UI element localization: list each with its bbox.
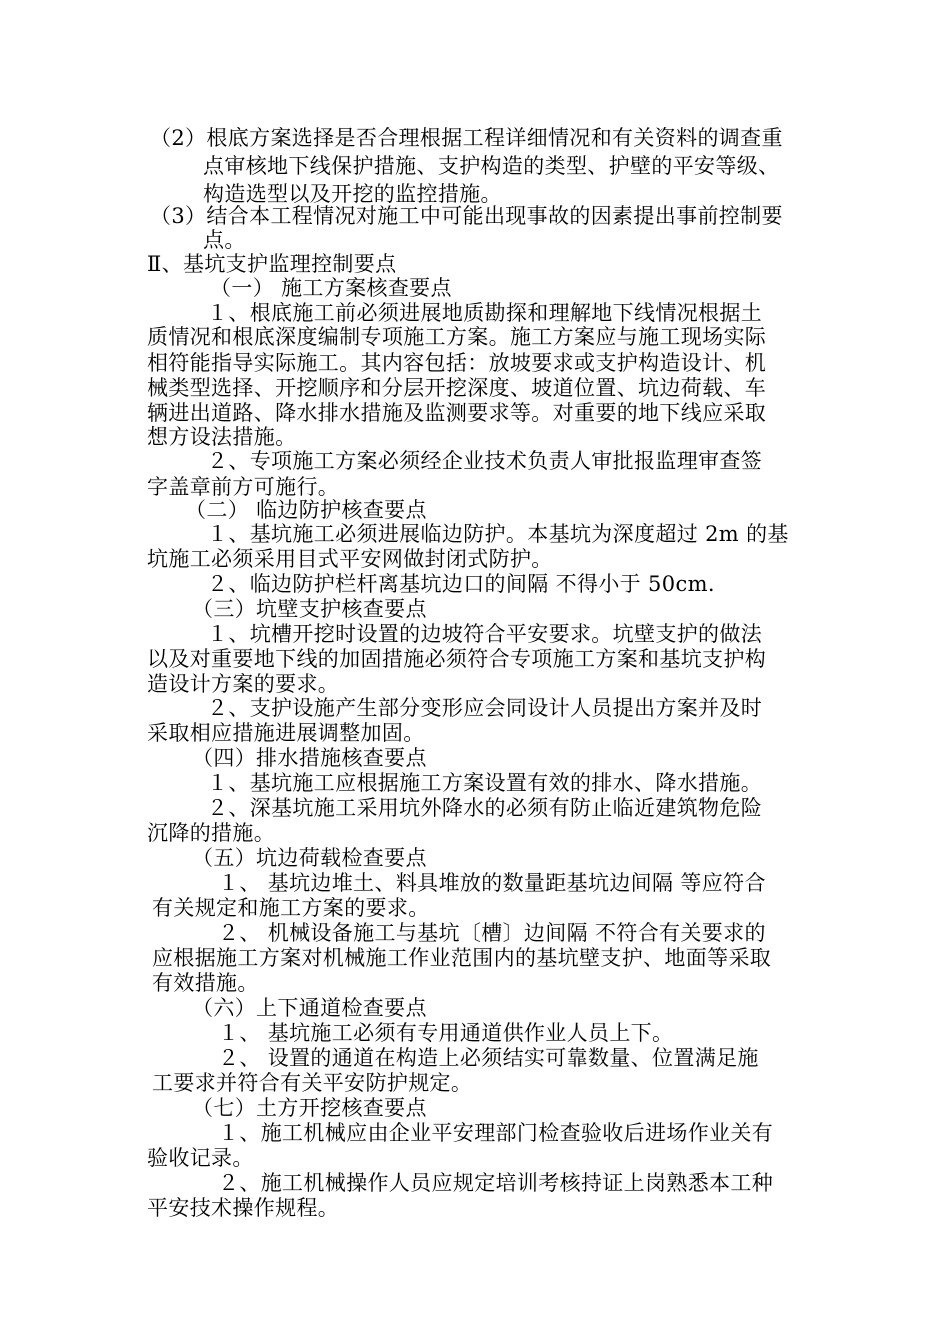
para-5-2-line-2: 应根据施工方案对机械施工作业范围内的基坑壁支护、地面等采取 [152,946,772,970]
para-3-1-line-1: １、坑槽开挖时设置的边坡符合平安要求。坑壁支护的做法 [207,622,763,646]
para-3-2-line-1: ２、支护设施产生部分变形应会同设计人员提出方案并及时 [207,696,763,720]
item-2-line-1: （2）根底方案选择是否合理根据工程详细情况和有关资料的调查重 [150,126,783,150]
para-6-2-line-1: ２、 设置的通道在构造上必须结实可靠数量、位置满足施 [218,1046,759,1070]
subheading-7: （七）土方开挖核查要点 [192,1096,427,1120]
para-7-2-line-2: 平安技术操作规程。 [147,1196,340,1220]
subheading-2: （二） 临边防护核查要点 [185,498,427,522]
item-3-line-1: （3）结合本工程情况对施工中可能出现事故的因素提出事前控制要 [150,204,783,228]
para-7-1-line-1: １、施工机械应由企业平安理部门检查验收后进场作业关有 [218,1121,774,1145]
item-3-line-2: 点。 [203,228,246,252]
para-5-2-line-3: 有效措施。 [152,971,259,995]
para-5-2-line-1: ２、 机械设备施工与基坑〔槽〕边间隔 不符合有关要求的 [218,921,766,945]
para-2-2: ２、临边防护栏杆离基坑边口的间隔 不得小于 50cm. [207,572,715,596]
item-2-line-3: 构造选型以及开挖的监控措施。 [203,182,502,206]
para-2-1-line-2: 坑施工必须采用目式平安网做封闭式防护。 [147,547,553,571]
para-3-1-line-2: 以及对重要地下线的加固措施必须符合专项施工方案和基坑支护构 [147,647,767,671]
para-1-2-line-2: 字盖章前方可施行。 [147,475,340,499]
subheading-4: （四）排水措施核查要点 [192,746,427,770]
item-2-line-2: 点审核地下线保护措施、支护构造的类型、护壁的平安等级、 [203,154,780,178]
para-6-1: １、 基坑施工必须有专用通道供作业人员上下。 [218,1021,674,1045]
para-3-1-line-3: 造设计方案的要求。 [147,672,340,696]
subheading-3: （三）坑壁支护核查要点 [192,597,427,621]
para-2-1-line-1: １、基坑施工必须进展临边防护。本基坑为深度超过 2m 的基 [207,522,789,546]
para-1-1-line-4: 械类型选择、开挖顺序和分层开挖深度、坡道位置、坑边荷载、车 [147,376,767,400]
para-5-1-line-1: １、 基坑边堆土、料具堆放的数量距基坑边间隔 等应符合 [218,871,766,895]
para-3-2-line-2: 采取相应措施进展调整加固。 [147,721,425,745]
para-4-2-line-1: ２、深基坑施工采用坑外降水的必须有防止临近建筑物危险 [207,796,763,820]
para-1-1-line-2: 质情况和根底深度编制专项施工方案。施工方案应与施工现场实际 [147,325,767,349]
para-4-2-line-2: 沉降的措施。 [147,821,276,845]
subheading-6: （六）上下通道检查要点 [192,996,427,1020]
para-1-1-line-5: 辆进出道路、降水排水措施及监测要求等。对重要的地下线应采取 [147,401,767,425]
subheading-1: （一） 施工方案核查要点 [210,276,452,300]
para-4-1: １、基坑施工应根据施工方案设置有效的排水、降水措施。 [207,771,763,795]
subheading-5: （五）坑边荷载检查要点 [192,846,427,870]
para-1-1-line-3: 相符能指导实际施工。其内容包括：放坡要求或支护构造设计、机 [147,351,767,375]
para-7-1-line-2: 验收记录。 [147,1146,254,1170]
para-5-1-line-2: 有关规定和施工方案的要求。 [152,896,430,920]
para-1-1-line-1: １、根底施工前必须进展地质勘探和理解地下线情况根据土 [207,301,763,325]
para-1-1-line-6: 想方设法措施。 [147,425,297,449]
para-6-2-line-2: 工要求并符合有关平安防护规定。 [152,1071,473,1095]
section-heading: Ⅱ、基坑支护监理控制要点 [147,252,397,276]
para-7-2-line-1: ２、施工机械操作人员应规定培训考核持证上岗熟悉本工种 [218,1171,774,1195]
para-1-2-line-1: ２、专项施工方案必须经企业技术负责人审批报监理审查签 [207,449,763,473]
